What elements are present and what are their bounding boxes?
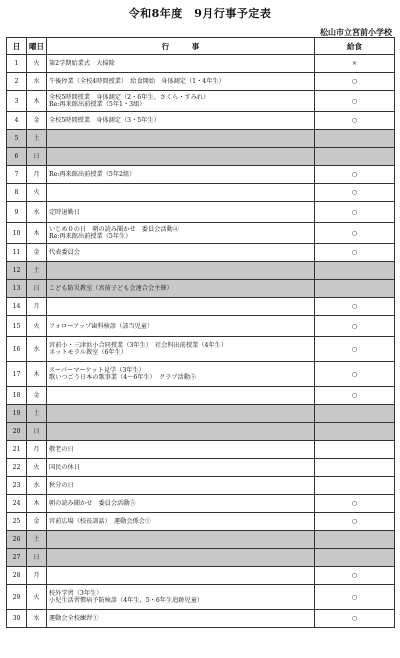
event-line: 敬老の日 (49, 446, 74, 453)
event-line: 小児生活習慣病予防検診（4年生、5・6年生追跡児童） (49, 597, 204, 604)
lunch-cell (315, 441, 395, 459)
day-cell: 17 (7, 362, 27, 387)
event-line: Re:再来館出前授業（5年1・3組） (49, 101, 146, 108)
event-cell (47, 148, 315, 166)
weekday-cell: 火 (27, 459, 47, 477)
lunch-cell (315, 549, 395, 567)
event-cell (47, 184, 315, 202)
schedule-body (7, 55, 395, 628)
weekday-cell: 月 (27, 567, 47, 585)
lunch-cell (315, 459, 395, 477)
weekday-cell: 土 (27, 130, 47, 148)
table-row (7, 567, 395, 585)
event-cell (47, 55, 315, 73)
weekday-cell: 木 (27, 495, 47, 513)
weekday-cell: 日 (27, 148, 47, 166)
event-line: 定時退勤日 (49, 208, 80, 216)
weekday-cell: 土 (27, 262, 47, 280)
table-row (7, 202, 395, 223)
day-cell: 14 (7, 298, 27, 316)
col-weekday: 曜日 (27, 38, 47, 55)
lunch-cell: ○ (315, 223, 395, 244)
day-cell: 2 (7, 73, 27, 91)
weekday-cell: 水 (27, 73, 47, 91)
day-cell: 18 (7, 387, 27, 405)
weekday-cell: 水 (27, 202, 47, 223)
table-row (7, 316, 395, 337)
weekday-cell: 日 (27, 423, 47, 441)
weekday-cell: 月 (27, 441, 47, 459)
table-row (7, 610, 395, 628)
lunch-cell (315, 531, 395, 549)
event-cell (47, 549, 315, 567)
event-cell (47, 405, 315, 423)
event-cell (47, 477, 315, 495)
table-row (7, 337, 395, 362)
lunch-cell: ○ (315, 316, 395, 337)
table-row (7, 405, 395, 423)
weekday-cell: 金 (27, 387, 47, 405)
day-cell: 10 (7, 223, 27, 244)
weekday-cell: 土 (27, 531, 47, 549)
table-row (7, 298, 395, 316)
event-cell (47, 423, 315, 441)
lunch-cell: ○ (315, 112, 395, 130)
weekday-cell: 金 (27, 513, 47, 531)
day-cell: 21 (7, 441, 27, 459)
lunch-cell (315, 148, 395, 166)
event-cell (47, 585, 315, 610)
weekday-cell: 木 (27, 362, 47, 387)
school-name: 松山市立宮前小学校 (320, 27, 392, 37)
event-line: 歌いつごう日本の歌事業（4〜6年生） クラブ活動⑤ (49, 374, 197, 381)
lunch-cell: ○ (315, 202, 395, 223)
event-cell (47, 112, 315, 130)
col-event: 行 事 (47, 38, 315, 55)
event-cell (47, 531, 315, 549)
lunch-cell (315, 477, 395, 495)
day-cell: 6 (7, 148, 27, 166)
day-cell: 11 (7, 244, 27, 262)
lunch-cell: ○ (315, 244, 395, 262)
event-cell (47, 337, 315, 362)
page-title: 令和8年度 9月行事予定表 (128, 7, 272, 20)
event-line: 国民の休日 (49, 464, 80, 471)
lunch-cell: ○ (315, 73, 395, 91)
event-cell (47, 280, 315, 298)
event-line: 第2学期始業式 大掃除 (49, 60, 115, 67)
event-cell (47, 495, 315, 513)
event-line: いじめ０の日 朝の読み聞かせ 委員会活動④ (49, 226, 179, 233)
schedule-table (6, 37, 395, 628)
day-cell: 27 (7, 549, 27, 567)
lunch-cell (315, 405, 395, 423)
day-cell: 24 (7, 495, 27, 513)
lunch-cell: ○ (315, 362, 395, 387)
event-cell (47, 441, 315, 459)
table-row (7, 112, 395, 130)
event-line: 校外学習（3年生） (49, 590, 103, 597)
day-cell: 30 (7, 610, 27, 628)
table-row (7, 55, 395, 73)
event-cell (47, 387, 315, 405)
event-cell (47, 362, 315, 387)
table-header-row (7, 38, 395, 55)
weekday-cell: 木 (27, 223, 47, 244)
event-cell (47, 223, 315, 244)
weekday-cell: 木 (27, 91, 47, 112)
col-day: 日 (7, 38, 27, 55)
weekday-cell: 土 (27, 405, 47, 423)
weekday-cell: 日 (27, 549, 47, 567)
day-cell: 9 (7, 202, 27, 223)
day-cell: 26 (7, 531, 27, 549)
day-cell: 28 (7, 567, 27, 585)
event-cell (47, 202, 315, 223)
lunch-cell: ○ (315, 387, 395, 405)
day-cell: 3 (7, 91, 27, 112)
table-row (7, 441, 395, 459)
day-cell: 7 (7, 166, 27, 184)
weekday-cell: 火 (27, 55, 47, 73)
lunch-cell: ○ (315, 166, 395, 184)
lunch-cell (315, 262, 395, 280)
table-row (7, 549, 395, 567)
event-line: 代表委員会 (49, 249, 80, 256)
event-line: スーパーマーケット見学（3年生） (49, 367, 145, 374)
weekday-cell: 火 (27, 316, 47, 337)
event-line: 運動会全校練習① (49, 615, 99, 622)
event-line: 午後停業（全校4時間授業） 給食開始 身体測定（1・4年生） (49, 78, 225, 85)
event-cell (47, 316, 315, 337)
table-row (7, 262, 395, 280)
event-cell (47, 610, 315, 628)
table-row (7, 244, 395, 262)
table-row (7, 531, 395, 549)
lunch-cell: ○ (315, 513, 395, 531)
weekday-cell: 水 (27, 337, 47, 362)
table-row (7, 495, 395, 513)
event-cell (47, 130, 315, 148)
day-cell: 4 (7, 112, 27, 130)
lunch-cell: ○ (315, 585, 395, 610)
table-row (7, 166, 395, 184)
event-line: 宮前小・三津浜小合同授業（3年生） 社会科出前授業（4年生） (49, 342, 228, 349)
table-row (7, 513, 395, 531)
table-row (7, 91, 395, 112)
weekday-cell: 水 (27, 610, 47, 628)
event-cell (47, 262, 315, 280)
day-cell: 15 (7, 316, 27, 337)
event-cell (47, 73, 315, 91)
lunch-cell: × (315, 55, 395, 73)
table-row (7, 362, 395, 387)
day-cell: 25 (7, 513, 27, 531)
day-cell: 16 (7, 337, 27, 362)
weekday-cell: 火 (27, 184, 47, 202)
event-line: 宮前広場（校長訓話） 運動会係会① (49, 518, 152, 525)
day-cell: 29 (7, 585, 27, 610)
event-line: フォローアップ歯科検診（該当児童） (49, 322, 154, 330)
table-row (7, 459, 395, 477)
event-line: 全校5時間授業 身体測定（2・6年生、さくら・すみれ） (49, 94, 210, 101)
lunch-cell: ○ (315, 337, 395, 362)
event-cell (47, 567, 315, 585)
lunch-cell: ○ (315, 91, 395, 112)
event-cell (47, 244, 315, 262)
lunch-cell: ○ (315, 567, 395, 585)
event-line: ネットモラル教室（6年生） (49, 349, 127, 356)
table-row (7, 223, 395, 244)
table-row (7, 387, 395, 405)
day-cell: 19 (7, 405, 27, 423)
table-row (7, 184, 395, 202)
day-cell: 22 (7, 459, 27, 477)
weekday-cell: 日 (27, 280, 47, 298)
event-line: Re:再来館出前授業（5年生） (49, 233, 132, 240)
event-line: 朝の読み聞かせ 委員会活動⑤ (49, 500, 136, 507)
weekday-cell: 月 (27, 298, 47, 316)
event-line: 全校5時間授業 身体測定（3・5年生） (49, 117, 160, 124)
weekday-cell: 金 (27, 112, 47, 130)
event-cell (47, 166, 315, 184)
lunch-cell: ○ (315, 610, 395, 628)
lunch-cell (315, 280, 395, 298)
event-cell (47, 298, 315, 316)
lunch-cell: ○ (315, 495, 395, 513)
event-cell (47, 91, 315, 112)
event-cell (47, 459, 315, 477)
weekday-cell: 水 (27, 477, 47, 495)
table-row (7, 477, 395, 495)
table-row (7, 73, 395, 91)
weekday-cell: 火 (27, 585, 47, 610)
weekday-cell: 月 (27, 166, 47, 184)
table-row (7, 280, 395, 298)
lunch-cell: ○ (315, 298, 395, 316)
day-cell: 20 (7, 423, 27, 441)
event-line: 秋分の日 (49, 482, 74, 489)
day-cell: 12 (7, 262, 27, 280)
table-row (7, 423, 395, 441)
day-cell: 1 (7, 55, 27, 73)
lunch-cell (315, 423, 395, 441)
day-cell: 5 (7, 130, 27, 148)
lunch-cell: ○ (315, 184, 395, 202)
event-line: こども防災教室（宮前子ども会連合会主催） (49, 285, 173, 292)
table-row (7, 585, 395, 610)
day-cell: 23 (7, 477, 27, 495)
table-row (7, 148, 395, 166)
day-cell: 8 (7, 184, 27, 202)
col-lunch: 給食 (315, 38, 395, 55)
table-row (7, 130, 395, 148)
event-line: Re:再来館出前授業（5年2組） (49, 171, 136, 178)
day-cell: 13 (7, 280, 27, 298)
event-cell (47, 513, 315, 531)
lunch-cell (315, 130, 395, 148)
weekday-cell: 金 (27, 244, 47, 262)
